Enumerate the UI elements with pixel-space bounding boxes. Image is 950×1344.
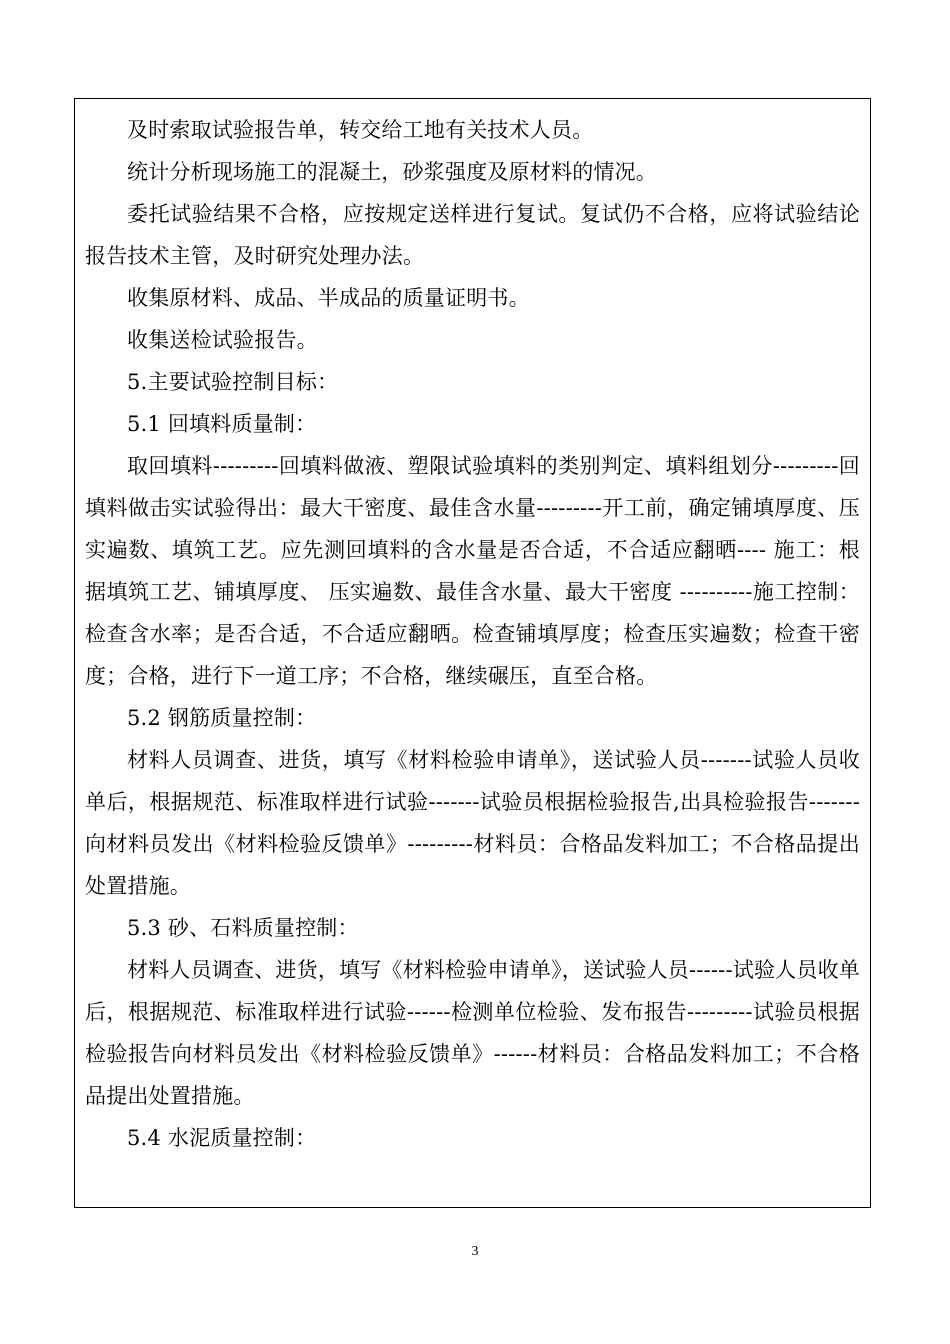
paragraph: 收集原材料、成品、半成品的质量证明书。 <box>127 286 530 310</box>
subsection-heading: 5.1 回填料质量制： <box>127 412 317 436</box>
paragraph: 取回填料---------回填料做液、塑限试验填料的类别判定、填料组划分---------回填料做击实试验得出：最大干密度、最佳含水量---------开工前，确定铺填厚度、压实遍数、填筑工艺。应先测回填料的含水量是否合适，不合适应翻晒---- 施工：根据填筑工艺、铺填厚度、 压实遍数、最佳含水量、最大干密度 ----------施工控制： 检查含水率；是否合适，不合适应翻晒。检查铺填厚度；检查压实遍数；检查干密度；合格，进行下一道工序；不合格，继续碾压，直至合格。 <box>85 454 860 688</box>
subsection-heading: 5.4 水泥质量控制： <box>127 1126 317 1150</box>
paragraph: 及时索取试验报告单，转交给工地有关技术人员。 <box>127 118 594 142</box>
paragraph: 收集送检试验报告。 <box>127 328 318 352</box>
paragraph: 统计分析现场施工的混凝土，砂浆强度及原材料的情况。 <box>127 160 657 184</box>
subsection-heading: 5.3 砂、石料质量控制： <box>127 916 359 940</box>
document-frame <box>74 98 871 1208</box>
paragraph: 委托试验结果不合格，应按规定送样进行复试。复试仍不合格，应将试验结论报告技术主管，及时研究处理办法。 <box>85 202 860 268</box>
subsection-heading: 5.2 钢筋质量控制： <box>127 706 317 730</box>
page-number: 3 <box>471 1244 479 1259</box>
section-heading: 5.主要试验控制目标： <box>127 370 339 394</box>
paragraph: 材料人员调查、进货，填写《材料检验申请单》，送试验人员-------试验人员收单后，根据规范、标准取样进行试验-------试验员根据检验报告,出具检验报告-------向材料员发出《材料检验反馈单》---------材料员：合格品发料加工；不合格品提出处置措施。 <box>85 748 860 898</box>
paragraph: 材料人员调查、进货，填写《材料检验申请单》，送试验人员------试验人员收单后，根据规范、标准取样进行试验------检测单位检验、发布报告---------试验员根据检验报告向材料员发出《材料检验反馈单》------材料员：合格品发料加工；不合格品提出处置措施。 <box>85 958 860 1108</box>
document-body <box>85 109 860 1159</box>
